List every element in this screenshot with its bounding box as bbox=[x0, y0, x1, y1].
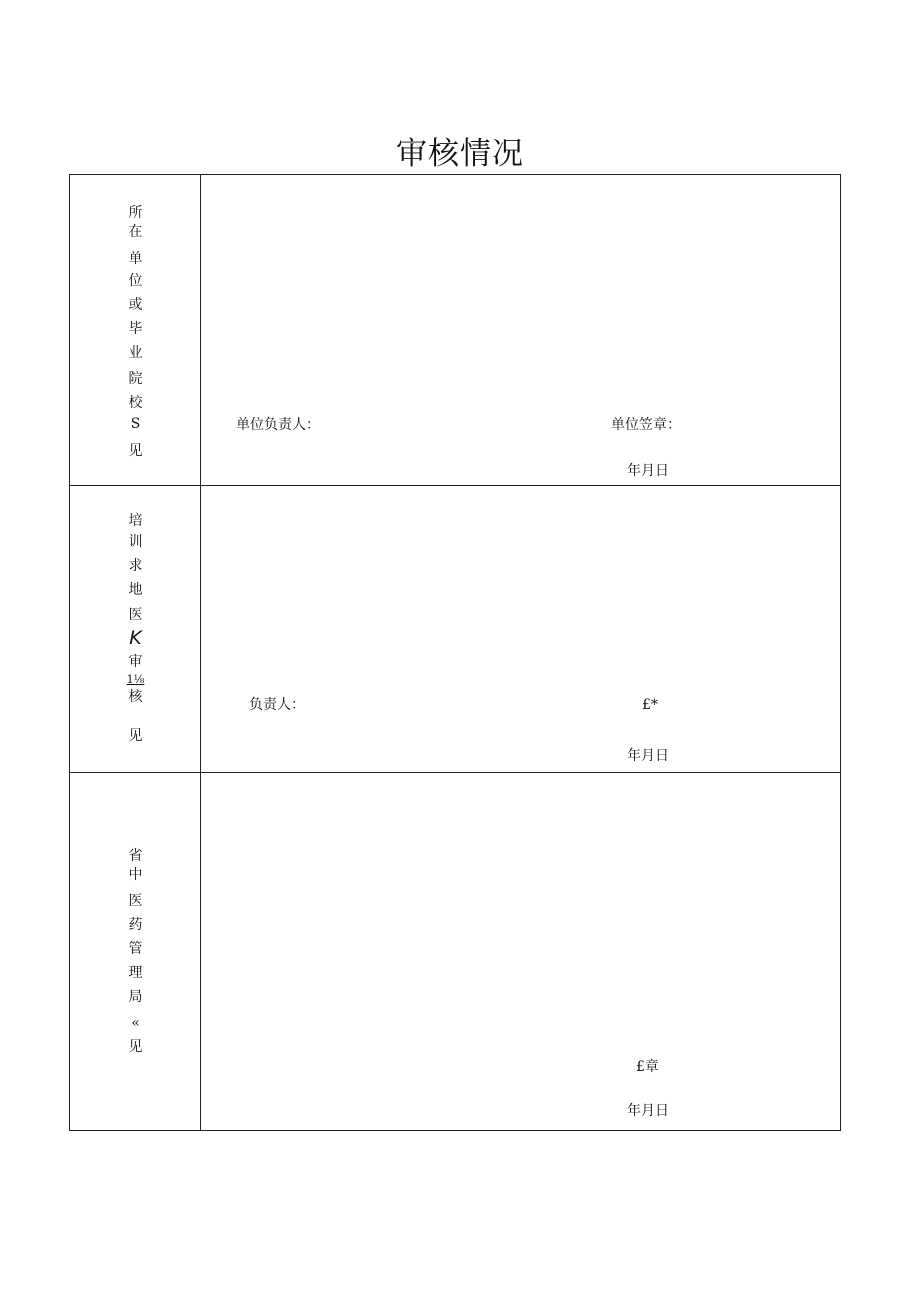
label-char: 理 bbox=[128, 965, 143, 981]
section-content-training-base-opinion bbox=[201, 486, 840, 772]
responsible-person-label: 负责人： bbox=[249, 697, 305, 713]
section-label-provincial-bureau-opinion bbox=[70, 773, 201, 1130]
label-char: 单 bbox=[128, 251, 143, 267]
label-char: 1⅛ bbox=[126, 673, 145, 686]
label-char: 或 bbox=[128, 297, 143, 313]
label-char: « bbox=[131, 1015, 140, 1031]
label-char: 业 bbox=[128, 345, 143, 361]
seal-label: £* bbox=[642, 697, 658, 713]
label-char: 局 bbox=[128, 989, 143, 1005]
date-label: 年月日 bbox=[627, 463, 669, 479]
section-provincial-bureau-opinion bbox=[70, 773, 840, 1130]
label-char: 中 bbox=[128, 867, 143, 883]
section-label-unit-opinion bbox=[70, 175, 201, 485]
label-char: 审 bbox=[128, 654, 143, 670]
date-label: 年月日 bbox=[627, 1103, 669, 1119]
label-char: 毕 bbox=[128, 321, 143, 337]
unit-seal-label: 单位笠章： bbox=[611, 417, 681, 433]
section-content-provincial-bureau-opinion bbox=[201, 773, 840, 1130]
label-char: 院 bbox=[128, 371, 143, 387]
label-char: 训 bbox=[128, 534, 143, 550]
label-char: 见 bbox=[128, 728, 143, 744]
label-char: 药 bbox=[128, 917, 143, 933]
label-char: 见 bbox=[128, 443, 143, 459]
date-label: 年月日 bbox=[627, 748, 669, 764]
section-content-unit-opinion bbox=[201, 175, 840, 485]
section-unit-opinion bbox=[70, 175, 840, 486]
seal-label: £章 bbox=[636, 1059, 659, 1075]
label-char: 地 bbox=[128, 582, 143, 598]
page-title: 审核情况 bbox=[396, 136, 524, 172]
review-form-table bbox=[69, 174, 841, 1131]
label-char: 培 bbox=[128, 513, 143, 529]
section-training-base-opinion bbox=[70, 486, 840, 773]
label-char: 管 bbox=[128, 941, 143, 957]
label-char: S bbox=[130, 416, 141, 432]
label-char: 核 bbox=[128, 689, 143, 705]
label-char: 见 bbox=[128, 1039, 143, 1055]
label-char: K bbox=[129, 627, 142, 649]
section-label-training-base-opinion bbox=[70, 486, 201, 772]
label-char: 医 bbox=[128, 607, 143, 623]
unit-head-signature-label: 单位负责人： bbox=[236, 417, 320, 433]
label-char: 在 bbox=[128, 224, 143, 240]
label-char: 求 bbox=[128, 558, 143, 574]
label-char: 校 bbox=[128, 395, 143, 411]
label-char: 省 bbox=[128, 848, 143, 864]
label-char: 医 bbox=[128, 893, 143, 909]
label-char: 位 bbox=[128, 273, 143, 289]
label-char: 所 bbox=[128, 205, 143, 221]
